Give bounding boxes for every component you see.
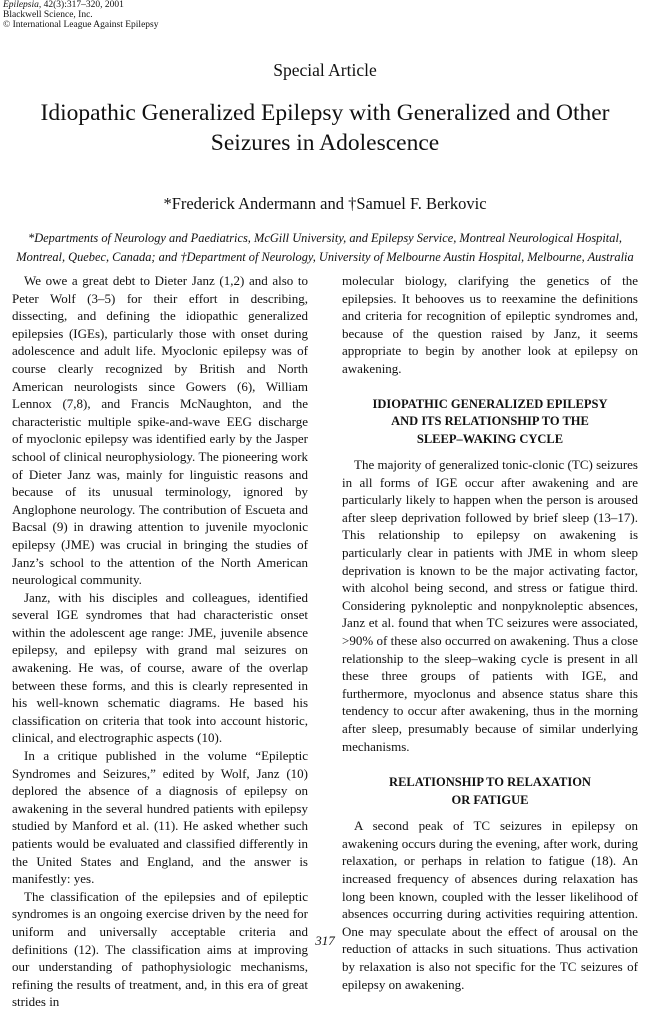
body-paragraph: Janz, with his disciples and colleagues, identified several IGE syndromes that had characteristic onset within the adolescent age range: JME, juvenile absence epilepsy, and epilepsy with grand mal seizures on awakening. He was, of course, aware of the overlap between these forms, and this is clearly represented in his well-known schematic diagrams. He based his classification on criteria that took into account historic, clinical, and electrographic aspects (10). bbox=[12, 589, 308, 746]
section-heading: RELATIONSHIP TO RELAXATION OR FATIGUE bbox=[389, 775, 591, 807]
body-paragraph: A second peak of TC seizures in epilepsy on awakening occurs during the evening, after work, during relaxation, or perhaps in relation to fatigue (18). An increased frequency of absences during relaxation has long been known, coupled with the lesser likelihood of absences occurring during activities requiring attention. One may speculate about the effect of arousal on the reduction of attacks in such situations. Thus activation by relaxation is also not specific for the TC seizures of epilepsy on awakening. bbox=[342, 818, 638, 992]
section-label: Special Article bbox=[273, 60, 377, 80]
journal-citation: 42(3):317–320, 2001 bbox=[41, 0, 124, 10]
affiliation-line: Montreal, Quebec, Canada; and †Department of Neurology, University of Melbourne Austin Hospital, Melbourne, Australia bbox=[16, 249, 634, 264]
body-paragraph: In a critique published in the volume “Epileptic Syndromes and Seizures,” edited by Wolf, Janz (10) deplored the absence of a diagnosis of epilepsy on awakening in the several hundred patients with epilepsy studied by Manford et al. (11). He asked whether such patients would be evaluated and classified differently in the United States and England, and the answer is manifestly: yes. bbox=[12, 748, 308, 887]
journal-header bbox=[3, 0, 158, 30]
title-line: Idiopathic Generalized Epilepsy with Generalized and Other bbox=[40, 100, 610, 126]
title-line: Seizures in Adolescence bbox=[210, 130, 440, 156]
publisher: Blackwell Science, Inc. bbox=[3, 10, 93, 20]
copyright: © International League Against Epilepsy bbox=[3, 20, 159, 30]
journal-name: Epilepsia, bbox=[3, 0, 42, 10]
section-heading: IDIOPATHIC GENERALIZED EPILEPSY AND ITS RELATIONSHIP TO THE SLEEP–WAKING CYCLE bbox=[372, 396, 608, 446]
body-paragraph: The majority of generalized tonic-clonic (TC) seizures in all forms of IGE occur after awakening and are particularly likely to happen when the person is aroused after sleep deprivation followed by brief sleep (13–17). This relationship to epilepsy on awakening is particularly clear in patients with JME in whom sleep deprivation is known to be the major activating factor, with alcohol being second, and stress or fatigue third. Considering pyknoleptic and nonpyknoleptic absences, Janz et al. found that when TC seizures were associated, >90% of these also occurred on awakening. Thus a close relationship to the sleep–waking cycle is present in all these three groups of patients with IGE, and furthermore, myoclonus and absence status share this tendency to occur after awakening, thus in the morning after sleep, presumably because of similar underlying mechanisms. bbox=[342, 457, 638, 754]
body-paragraph: The classification of the epilepsies and of epileptic syndromes is an ongoing exercise driven by the need for uniform and universally acceptable criteria and definitions (12). The classification aims at improving our understanding of pathophysiologic mechanisms, refining the results of treatment, and, in this era of great strides in bbox=[12, 888, 308, 1010]
left-column bbox=[12, 272, 308, 1011]
body-paragraph: We owe a great debt to Dieter Janz (1,2) and also to Peter Wolf (3–5) for their effort in describing, dissecting, and defining the idiopathic generalized epilepsies (IGEs), particularly those with onset during adolescence and adult life. Myoclonic epilepsy was of course clearly recognized by British and North American neurologists since Gowers (6), William Lennox (7,8), and Francis McNaughton, and the characteristic multiple spike-and-wave EEG discharge of myoclonic epilepsy was identified early by the Jasper school of clinical neurophysiology. The pioneering work of Dieter Janz was, mainly for linguistic reasons and because of its unusual terminology, ignored by Anglophone neurology. The contribution of Escueta and Bacsal (9) in drawing attention to juvenile myoclonic epilepsy (JME) was crucial in bringing the studies of Janz’s school to the attention of the North American neurological community. bbox=[12, 273, 308, 588]
authors: *Frederick Andermann and †Samuel F. Berkovic bbox=[163, 194, 487, 213]
article-title bbox=[0, 98, 650, 158]
affiliation-line: *Departments of Neurology and Paediatrics, McGill University, and Epilepsy Service, Montreal Neurological Hospital, bbox=[28, 231, 622, 245]
right-column bbox=[342, 272, 638, 993]
page-number: 317 bbox=[315, 933, 335, 948]
affiliation bbox=[10, 229, 640, 266]
body-paragraph: molecular biology, clarifying the genetics of the epilepsies. It behooves us to reexamine the definitions and criteria for recognition of epileptic syndromes and, because of the question raised by Janz, it seems appropriate to begin by another look at epilepsy on awakening. bbox=[342, 273, 638, 376]
